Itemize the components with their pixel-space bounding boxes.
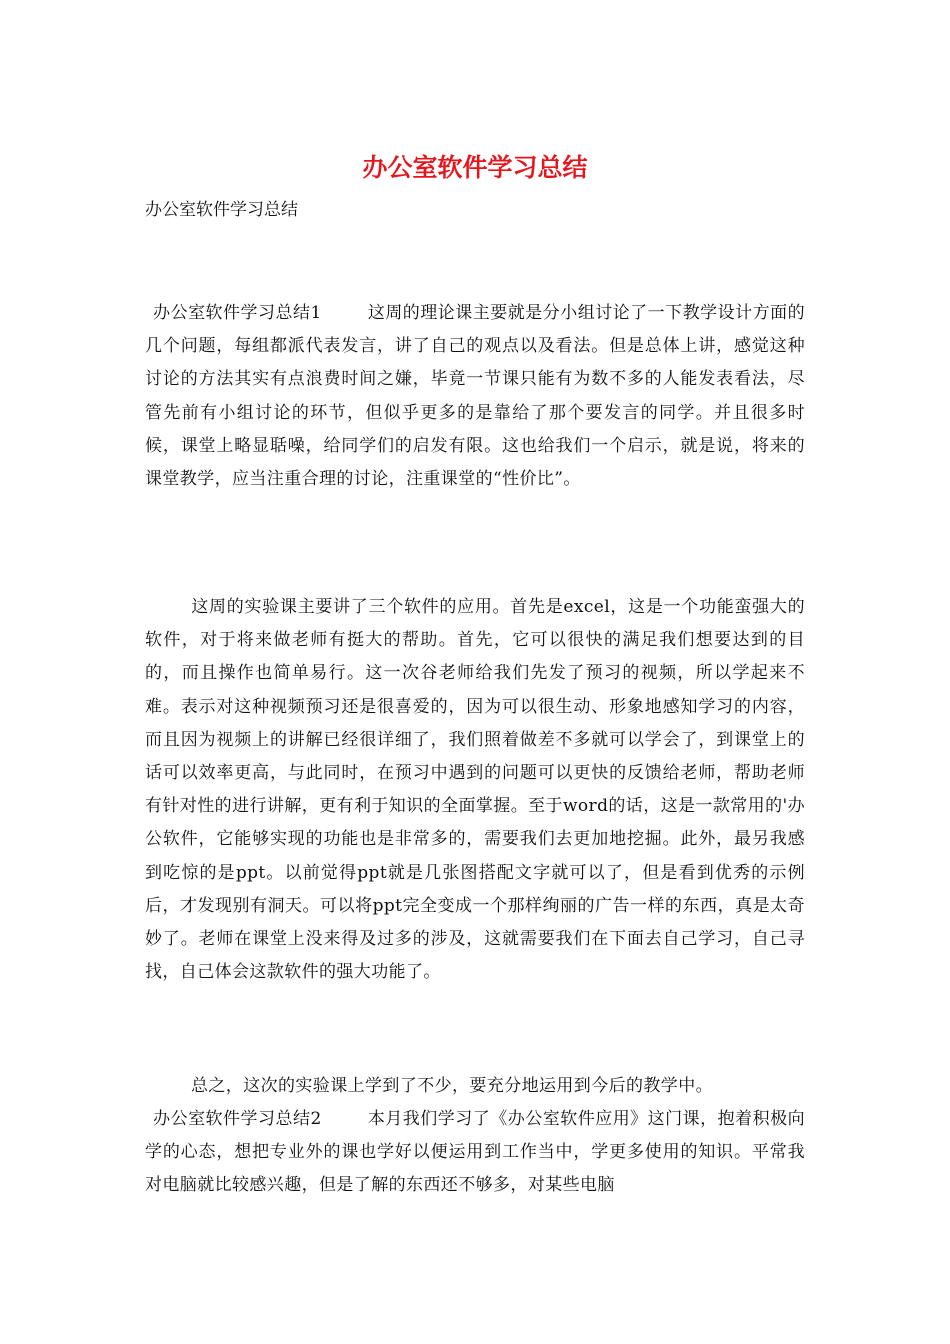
paragraph-summary-2 — [145, 1103, 805, 1203]
paragraph-conclusion — [145, 1070, 805, 1103]
paragraph-summary-1 — [145, 297, 805, 496]
paragraph-lab-course — [145, 591, 805, 989]
document-subtitle: 办公室软件学习总结 — [145, 200, 298, 220]
paragraph-text-3: 总之，这次的实验课上学到了不少，要充分地运用到今后的教学中。 — [191, 1076, 713, 1096]
document-title: 办公室软件学习总结 — [362, 153, 588, 182]
paragraph-text-2: 这周的实验课主要讲了三个软件的应用。首先是excel，这是一个功能蛮强大的软件，对于将来做老师有挺大的帮助。首先，它可以很快的满足我们想要达到的目的，而且操作也简单易行。这一次谷老师给我们先发了预习的视频，所以学起来不难。表示对这种视频预习还是很喜爱的，因为可以很生动、形象地感知学习的内容，而且因为视频上的讲解已经很详细了，我们照着做差不多就可以学会了，到课堂上的话可以效率更高，与此同时，在预习中遇到的问题可以更快的反馈给老师，帮助老师有针对性的进行讲解，更有利于知识的全面掌握。至于word的话，这是一款常用的'办公软件，它能够实现的功能也是非常多的，需要我们去更加地挖掘。此外，最另我感到吃惊的是ppt。以前觉得ppt就是几张图搭配文字就可以了，但是看到优秀的示例后，才发现别有洞天。可以将ppt完全变成一个那样绚丽的广告一样的东西，真是太奇妙了。老师在课堂上没来得及过多的涉及，这就需要我们在下面去自己学习，自己寻找，自己体会这款软件的强大功能了。 — [145, 597, 805, 983]
paragraph-text-1: 这周的理论课主要就是分小组讨论了一下教学设计方面的几个问题，每组都派代表发言，讲了自己的观点以及看法。但是总体上讲，感觉这种讨论的方法其实有点浪费时间之嫌，毕竟一节课只能有为数不多的人能发表看法，尽管先前有小组讨论的环节，但似乎更多的是靠给了那个要发言的同学。并且很多时候，课堂上略显聒噪，给同学们的启发有限。这也给我们一个启示，就是说，将来的课堂教学，应当注重合理的讨论，注重课堂的“性价比”。 — [145, 303, 805, 490]
section-heading-2: 办公室软件学习总结2 — [153, 1109, 322, 1129]
section-heading-1: 办公室软件学习总结1 — [153, 303, 322, 323]
paragraph-text-4: 本月我们学习了《办公室软件应用》这门课，抱着积极向学的心态，想把专业外的课也学好以便运用到工作当中，学更多使用的知识。平常我对电脑就比较感兴趣，但是了解的东西还不够多，对某些电脑 — [145, 1109, 805, 1196]
